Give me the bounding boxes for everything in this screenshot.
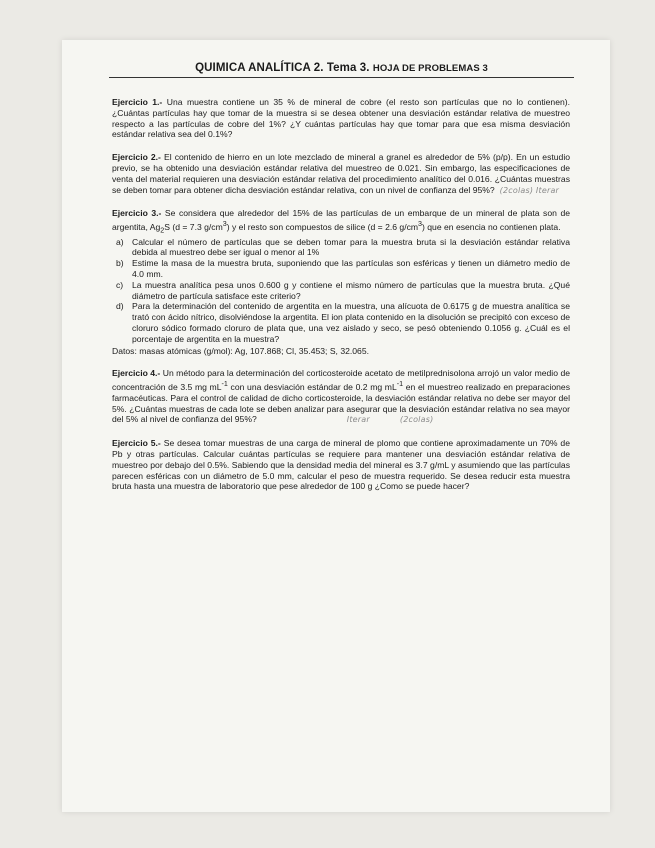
exercise-5-text: Se desea tomar muestras de una carga de mineral de plomo que contiene aproximadamente un 70% de Pb y otras partículas. Calcular cuántas partículas se requiere para mantener una desviación estándar relativa de muestreo por debajo del 0.5%. Sabiendo que la densidad media del mineral es 3.7 g/mL y asumiendo que las partículas parecen esféricas con un diámetro de 5.0 mm, calcular el peso de muestra requerido. Se desea reducir esta muestra bruta hasta una muestra de laboratorio que pese alrededor de 100 g ¿Como se puede hacer? xyxy=(112,438,570,492)
exercise-5 xyxy=(112,438,570,492)
exercise-3-label: Ejercicio 3.- xyxy=(112,208,162,219)
exercise-5-body xyxy=(112,438,570,492)
subscript-2: 2 xyxy=(160,226,165,235)
header-rule xyxy=(109,77,574,78)
item-text: Calcular el número de partículas que se deben tomar para la muestra bruta si la desviación estándar relativa debida al muestreo debe ser igual o menor al 1% xyxy=(132,236,570,258)
superscript-minus-1: -1 xyxy=(221,380,228,389)
exercise-2-text: El contenido de hierro en un lote mezclado de mineral a granel es alrededor de 5% (p/p). En un estudio previo, se ha obtenido una desviación estándar relativa del muestreo de 0.021. Sin embargo, las especificaciones de venta del material requieren una desviación estándar relativa del procedimiento analítico del 0.016. ¿Cuántas muestras se deben tomar para obtener dicha desviación estándar relativa, con un nivel de confianza del 95%? xyxy=(112,152,571,195)
exercise-4-text-c: en el muestreo realizado en preparaciones farmacéuticas. Para el control de calidad de dicho corticosteroide, la desviación estándar relativa no debe ser mayor del 5%. ¿Cuántas muestras de cada lote se deben analizar para asegurar que la desviación estándar relativa no sea mayor del 5% al nivel de confianza del 95%? xyxy=(112,381,570,425)
list-item xyxy=(116,236,570,259)
exercise-2-body xyxy=(112,152,570,196)
title-sub: HOJA DE PROBLEMAS 3 xyxy=(372,63,488,74)
exercise-2 xyxy=(112,152,570,196)
exercise-4-label: Ejercicio 4.- xyxy=(112,368,161,379)
list-item xyxy=(116,258,570,280)
exercise-3-datos: Datos: masas atómicas (g/mol): Ag, 107.868; Cl, 35.453; S, 32.065. xyxy=(112,345,369,356)
exercise-1 xyxy=(112,97,570,140)
exercise-4-text-a: Un método para la determinación del corticosteroide acetato de metilprednisolona arrojó un valor medio de concentración de 3.5 mg mL xyxy=(112,368,570,392)
exercise-3-intro-c: ) y el resto son compuestos de silice (d = 2.6 g/cm xyxy=(226,222,419,233)
exercise-3-intro-d: ) que en esencia no contienen plata. xyxy=(422,222,561,233)
exercise-3-intro-b: S (d = 7.3 g/cm xyxy=(164,222,223,233)
exercise-4-body xyxy=(112,368,570,426)
page-title xyxy=(109,62,574,74)
title-main: QUIMICA ANALÍTICA 2. Tema 3. xyxy=(195,62,370,74)
list-item xyxy=(116,301,570,344)
problem-list xyxy=(112,97,570,504)
handwritten-note-colas: (2colas) xyxy=(399,415,434,425)
item-text: La muestra analítica pesa unos 0.600 g y contiene el mismo número de partículas que la muestra bruta. ¿Qué diámetro de partícula satisface este criterio? xyxy=(132,279,570,301)
item-marker: a) xyxy=(116,236,124,247)
superscript-3: 3 xyxy=(222,220,227,229)
exercise-3-intro xyxy=(112,208,570,236)
exercise-1-label: Ejercicio 1.- xyxy=(112,97,163,107)
item-marker: c) xyxy=(116,279,124,290)
handwritten-note: (2colas) Iterar xyxy=(499,185,560,195)
item-marker: d) xyxy=(116,301,124,312)
item-text: Para la determinación del contenido de argentita en la muestra, una alícuota de 0.6175 g de muestra analítica se trató con ácido nítrico, disolviéndose la argentita. El ion plata contenido en la disolución se precipitó con exceso de cloruro sódico formado cloruro de plata que, una vez aislado y seco, se pesó obteniendo 0.1056 g. ¿Cuál es el porcentaje de argentita en la muestra? xyxy=(132,301,570,344)
exercise-5-label: Ejercicio 5.- xyxy=(112,438,161,449)
exercise-2-label: Ejercicio 2.- xyxy=(112,152,161,163)
superscript-3b: 3 xyxy=(418,220,423,229)
exercise-3-intro-a: Se considera que alrededor del 15% de las partículas de un embarque de un mineral de plata son de argentita, Ag xyxy=(112,208,570,233)
item-text: Estime la masa de la muestra bruta, suponiendo que las partículas son esféricas y tienen un diámetro medio de 4.0 mm. xyxy=(132,258,570,279)
list-item xyxy=(116,279,570,302)
exercise-3-items xyxy=(112,237,570,345)
exercise-1-text: Una muestra contiene un 35 % de mineral de cobre (el resto son partículas que no lo contienen). ¿Cuántas partículas hay que tomar de la muestra si se desea obtener una desviación estándar relativa de muestreo respecto a las partículas de cobre del 1%? ¿Y cuántas partículas hay que tomar para que esa misma desviación estándar relativa sea del 0.1%? xyxy=(112,97,571,140)
item-marker: b) xyxy=(116,258,124,269)
document-page xyxy=(62,40,610,812)
exercise-4-text-b: con una desviación estándar de 0.2 mg mL xyxy=(227,381,397,392)
exercise-4 xyxy=(112,368,570,426)
exercise-1-body xyxy=(112,97,570,140)
handwritten-note-iterar: Iterar xyxy=(346,415,370,425)
exercise-3 xyxy=(112,208,570,356)
superscript-minus-1b: -1 xyxy=(396,380,404,389)
